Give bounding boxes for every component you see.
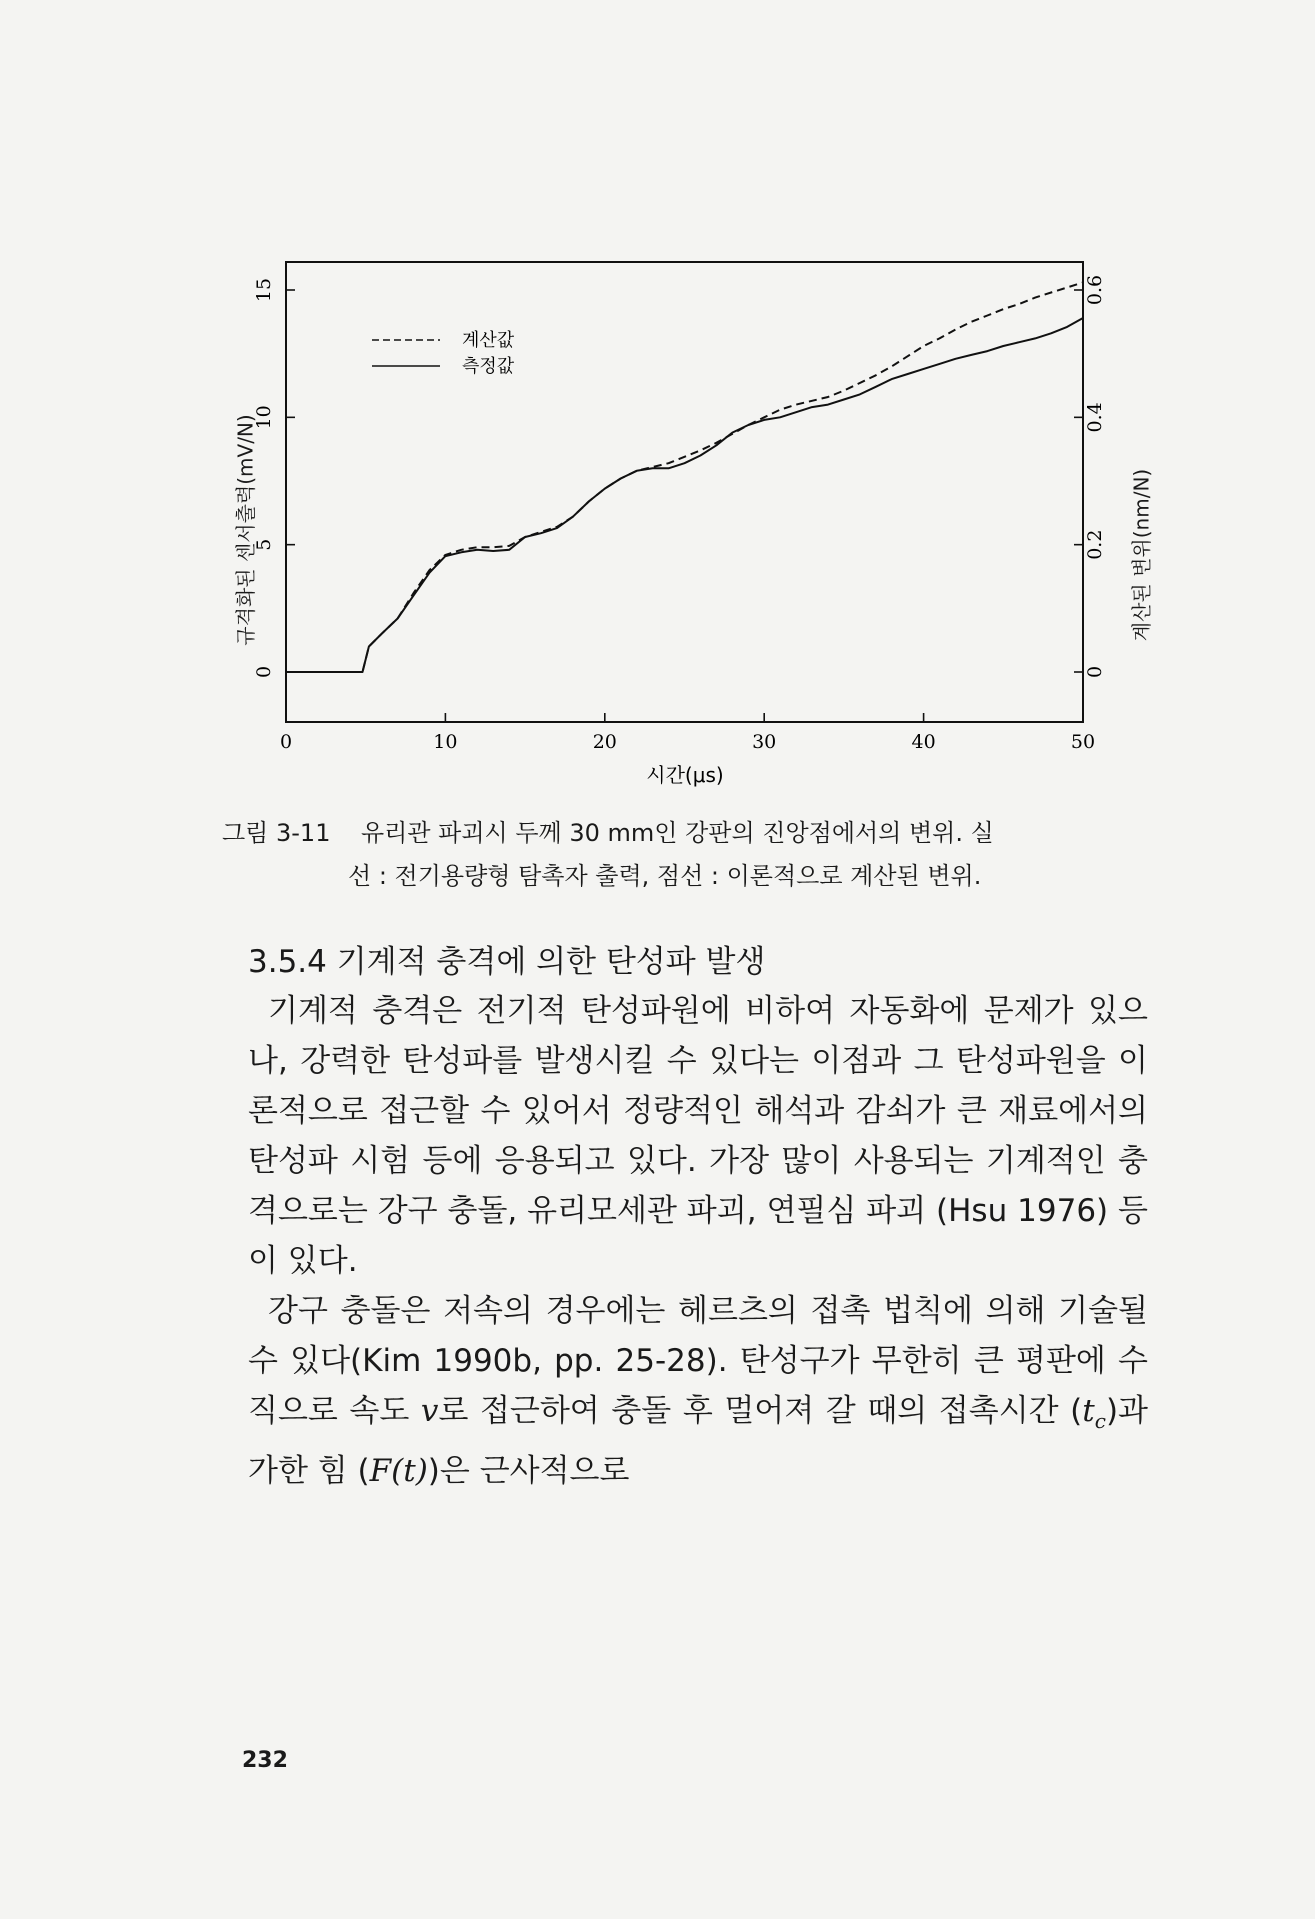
caption-label: 그림 3-11 [222,819,331,847]
x-tick-label: 20 [592,731,617,753]
y-axis-left-ticks [253,278,295,678]
paragraph-2-part-d: )은 근사적으로 [427,1453,630,1490]
y2-tick-label: 0.4 [1084,402,1106,433]
x-axis-ticks [280,713,1095,753]
series-line-calculated [286,282,1083,672]
y-axis-right-ticks [1074,275,1106,678]
y-tick-label: 5 [253,538,275,551]
x-tick-label: 10 [433,731,458,753]
legend-label-measured: 측정값 [462,356,515,377]
contact-time-subscript: c [1094,1409,1106,1434]
figure-caption [222,812,1152,898]
paragraph-2-part-b: 로 접근하여 충돌 후 멀어져 갈 때의 접촉시간 ( [438,1393,1083,1429]
x-tick-label: 30 [752,731,777,753]
x-tick-label: 0 [279,731,293,753]
plot-frame [286,262,1083,722]
y-tick-label: 15 [253,277,275,303]
paragraph-2-part-c: )과 가한 힘 ( [248,1393,1148,1490]
paragraph-2-part-a: 강구 충돌은 저속의 경우에는 헤르츠의 접촉 법칙에 의해 기술될 수 있다(Kim 1990b, pp. 25-28). 탄성구가 무한히 큰 평판에 수직으로 속도 [248,1293,1148,1429]
page-number: 232 [242,1748,288,1773]
contact-time-variable: t [1082,1393,1095,1429]
x-axis-title: 시간(μs) [646,763,724,787]
x-tick-label: 50 [1070,731,1096,753]
caption-text-line-1: 유리관 파괴시 두께 30 mm인 강판의 진앙점에서의 변위. 실 [360,819,994,847]
caption-text-line-2: 선 : 전기용량형 탐촉자 출력, 점선 : 이론적으로 계산된 변위. [348,862,982,890]
y2-tick-label: 0.2 [1084,529,1106,560]
y-axis-right-title: 계산된 변위(nm/N) [1129,468,1154,642]
y-tick-label: 0 [253,665,275,679]
section-heading: 3.5.4 기계적 충격에 의한 탄성파 발생 [248,944,766,980]
figure-chart [0,0,1315,800]
velocity-variable: v [420,1393,439,1429]
y-axis-left-title: 규격화된 센서출력(mV/N) [233,414,258,646]
y2-tick-label: 0.6 [1084,274,1106,306]
legend-label-calculated: 계산값 [462,330,515,351]
y-tick-label: 10 [253,405,275,430]
y2-tick-label: 0 [1084,665,1106,679]
legend [372,330,515,377]
paragraph-1: 기계적 충격은 전기적 탄성파원에 비하여 자동화에 문제가 있으나, 강력한 탄성파를 발생시킬 수 있다는 이점과 그 탄성파원을 이론적으로 접근할 수 있어서 정량적인 해석과 감쇠가 큰 재료에서의 탄성파 시험 등에 응용되고 있다. 가장 많이 사용되는 기계적인 충격으로는 강구 충돌, 유리모세관 파괴, 연필심 파괴 (Hsu 1976) 등이 있다. [248,993,1148,1279]
force-variable: F(t) [369,1453,428,1490]
paragraph-2 [248,1286,1148,1496]
series-group [286,282,1083,672]
series-line-measured [286,318,1083,672]
x-tick-label: 40 [911,731,936,753]
